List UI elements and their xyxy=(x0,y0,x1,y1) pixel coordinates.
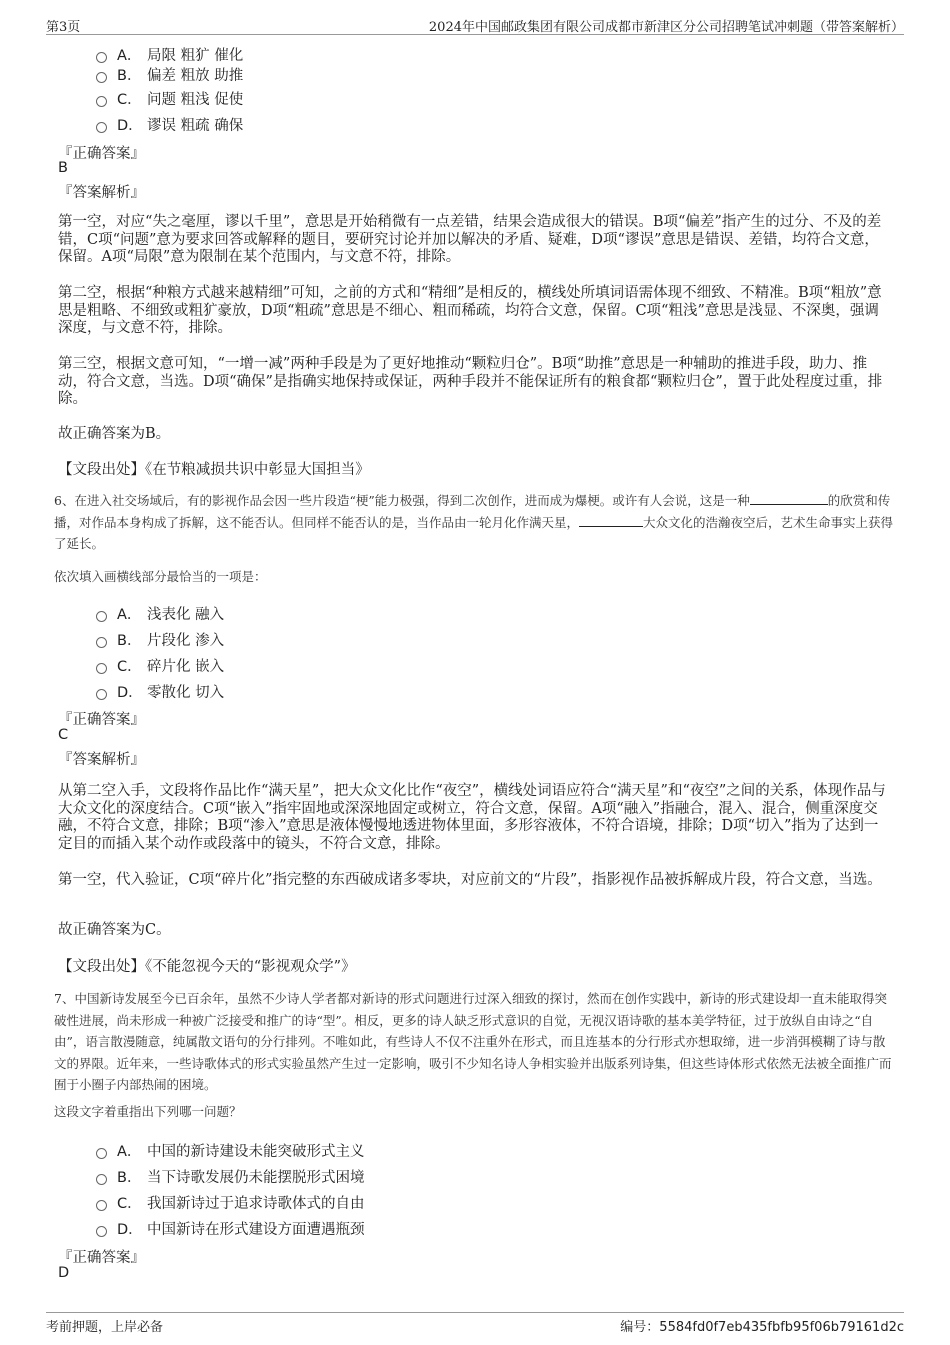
q7-stem: 7、中国新诗发展至今已百余年，虽然不少诗人学者都对新诗的形式问题进行过深入细致的探讨，然而在创作实践中，新诗的形式建设却一直未能取得突破性进展，尚未形成一种被广泛接受和推广的诗“型”。相反，更多的诗人缺乏形式意识的自觉，无视汉语诗歌的基本美学特征，过于放纵自由诗之“自由”，语言散漫随意，纯属散文语句的分行排列。不唯如此，有些诗人不仅不注重外在形式，而且连基本的分行形式亦想取缔，进一步消弭模糊了诗与散文的界限。近年来，一些诗歌体式的形式实验虽然产生过一定影响，吸引不少知名诗人争相实验并出版系列诗集，但这些诗体形式依然无法被全面推广而囿于小圈子内部热闹的困境。 xyxy=(54,991,892,1092)
page-number: 第3页 xyxy=(46,20,81,35)
q7-answer-label: 『正确答案』 xyxy=(58,1250,145,1266)
q6-option-b[interactable]: B． 片段化 渗入 xyxy=(96,626,224,652)
q5-analysis-label: 『答案解析』 xyxy=(58,185,145,201)
radio-icon[interactable] xyxy=(96,96,107,107)
q5-option-b[interactable]: B． 偏差 粗放 助推 xyxy=(96,63,243,85)
q7-option-b[interactable]: B． 当下诗歌发展仍未能摆脱形式困境 xyxy=(96,1163,365,1189)
q7-option-d[interactable]: D． 中国新诗在形式建设方面遭遇瓶颈 xyxy=(96,1215,365,1241)
q6-prompt: 依次填入画横线部分最恰当的一项是： xyxy=(54,569,267,584)
q5-analysis-p1: 第一空，对应“失之毫厘，谬以千里”，意思是开始稍微有一点差错，结果会造成很大的错误。B项“偏差”指产生的过分、不及的差错，C项“问题”意为要求回答或解释的题目，要研究讨论并加以解决的矛盾、疑难，D项“谬误”意思是错误、差错，均符合文意，保留。A项“局限”意为限制在某个范围内，与文意不符，排除。 xyxy=(58,214,882,265)
q5-analysis-p3: 第三空，根据文意可知，“一增一减”两种手段是为了更好地推动“颗粒归仓”。B项“助推”意思是一种辅助的推进手段，助力、推动，符合文意，当选。D项“确保”是指确实地保持或保证，两种手段并不能保证所有的粮食都“颗粒归仓”，置于此处程度过重，排除。 xyxy=(58,356,883,407)
q5-option-a[interactable]: A． 局限 粗犷 催化 xyxy=(96,46,243,63)
q5-option-d[interactable]: D． 谬误 粗疏 确保 xyxy=(96,111,243,137)
q6-stem: 6、在进入社交场域后，有的影视作品会因一些片段造“梗”能力极强，得到二次创作，进而成为爆梗。或许有人会说，这是一种 的欣赏和传播，对作品本身构成了拆解，这不能否认。但同样不能否认的是，当作品由一轮月化作满天星， 大众文化的浩瀚夜空后，艺术生命事实上获得了延长。 xyxy=(54,493,894,551)
q6-analysis-p2: 第一空，代入验证，C项“碎片化”指完整的东西破成诸多零块，对应前文的“片段”，指影视作品被拆解成片段，符合文意，当选。 xyxy=(58,872,882,888)
document-id: 编号：5584fd0f7eb435fbfb95f06b79161d2c xyxy=(620,1320,904,1335)
q7-answer: D xyxy=(58,1265,70,1281)
q6-conclusion: 故正确答案为C。 xyxy=(58,922,171,938)
radio-icon[interactable] xyxy=(96,1174,107,1185)
blank-1 xyxy=(750,492,828,505)
q5-option-c[interactable]: C． 问题 粗浅 促使 xyxy=(96,85,243,111)
radio-icon[interactable] xyxy=(96,611,107,622)
radio-icon[interactable] xyxy=(96,1148,107,1159)
radio-icon[interactable] xyxy=(96,72,107,83)
q7-options xyxy=(96,1137,365,1241)
q5-conclusion: 故正确答案为B。 xyxy=(58,426,171,442)
q6-answer: C xyxy=(58,727,69,743)
q6-analysis-p1: 从第二空入手，文段将作品比作“满天星”，把大众文化比作“夜空”，横线处词语应符合“满天星”和“夜空”之间的关系，体现作品与大众文化的深度结合。C项“嵌入”指牢固地或深深地固定或树立，符合文意，保留。A项“融入”指融合，混入、混合，侧重深度交融，不符合文意，排除；B项“渗入”意思是液体慢慢地透进物体里面，多形容液体，不符合语境，排除；D项“切入”指为了达到一定目的而插入某个动作或段落中的镜头，不符合文意，排除。 xyxy=(58,783,886,852)
radio-icon[interactable] xyxy=(96,1200,107,1211)
document-title: 2024年中国邮政集团有限公司成都市新津区分公司招聘笔试冲刺题（带答案解析） xyxy=(428,20,904,35)
page-footer xyxy=(46,1312,904,1335)
radio-icon[interactable] xyxy=(96,52,107,63)
q6-answer-label: 『正确答案』 xyxy=(58,712,145,728)
page-header xyxy=(46,14,904,35)
q5-answer-label: 『正确答案』 xyxy=(58,146,145,162)
q5-analysis-p2: 第二空，根据“种粮方式越来越精细”可知，之前的方式和“精细”是相反的，横线处所填词语需体现不细致、不精准。B项“粗放”意思是粗略、不细致或粗犷豪放，D项“粗疏”意思是不细心、粗而稀疏，均符合文意，保留。C项“粗浅”意思是浅显、不深奥，强调深度，与文意不符，排除。 xyxy=(58,285,882,336)
q7-option-c[interactable]: C． 我国新诗过于追求诗歌体式的自由 xyxy=(96,1189,365,1215)
q6-option-c[interactable]: C． 碎片化 嵌入 xyxy=(96,652,224,678)
q5-answer: B xyxy=(58,160,68,176)
radio-icon[interactable] xyxy=(96,663,107,674)
q7-option-a[interactable]: A． 中国的新诗建设未能突破形式主义 xyxy=(96,1137,365,1163)
q6-option-a[interactable]: A． 浅表化 融入 xyxy=(96,600,224,626)
q7-prompt: 这段文字着重指出下列哪一问题？ xyxy=(54,1104,242,1119)
radio-icon[interactable] xyxy=(96,1226,107,1237)
q5-options xyxy=(96,46,243,137)
q6-analysis-label: 『答案解析』 xyxy=(58,752,145,768)
radio-icon[interactable] xyxy=(96,637,107,648)
q6-source: 【文段出处】《不能忽视今天的“影视观众学”》 xyxy=(58,959,356,975)
footer-slogan: 考前押题，上岸必备 xyxy=(46,1320,164,1335)
q6-options xyxy=(96,600,224,704)
q6-option-d[interactable]: D． 零散化 切入 xyxy=(96,678,224,704)
radio-icon[interactable] xyxy=(96,689,107,700)
radio-icon[interactable] xyxy=(96,122,107,133)
blank-2 xyxy=(579,514,643,527)
q5-source: 【文段出处】《在节粮减损共识中彰显大国担当》 xyxy=(58,462,370,478)
